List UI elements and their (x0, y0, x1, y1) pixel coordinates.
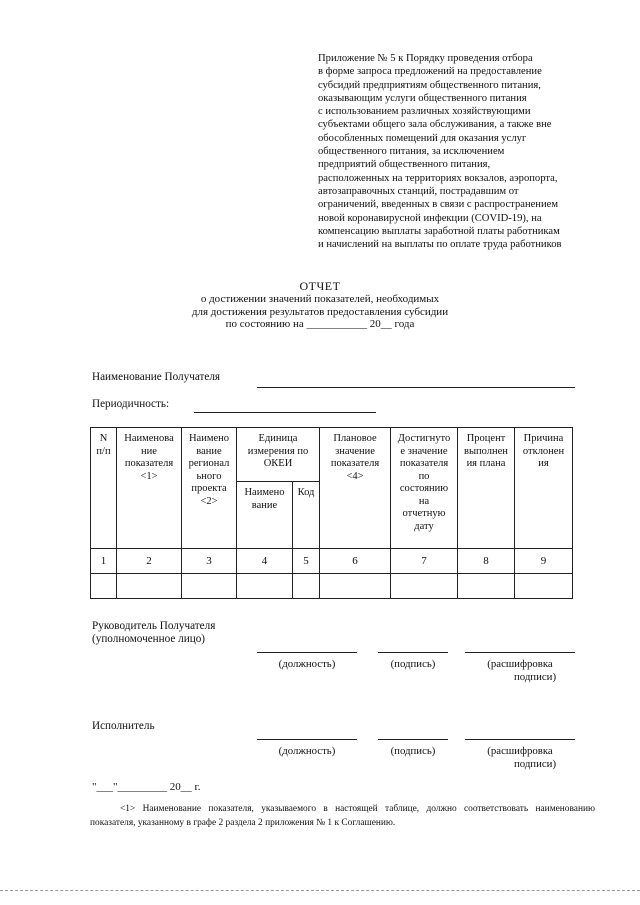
header-text-line: вание (196, 445, 222, 457)
header-text-line: Достигнуто (397, 433, 451, 444)
appendix-line: в форме запроса предложений на предоставление (318, 66, 542, 78)
header-deviation-reason (515, 428, 573, 549)
header-text-line: Наимено (188, 433, 230, 444)
date-line: "___"_________ 20__ г. (92, 781, 201, 793)
header-row-number (91, 428, 117, 549)
header-text-line: ОКЕИ (263, 458, 293, 469)
header-text (458, 428, 514, 471)
header-text-line: отклонен (522, 445, 565, 457)
header-text (237, 428, 319, 471)
report-subtitle-line-1: о достижении значений показателей, необходимых (200, 293, 440, 305)
header-text-line: отчетную (402, 508, 446, 519)
header-text-line: п/п (96, 445, 111, 457)
header-text-line: показателя (399, 458, 449, 469)
header-text-line: вание (251, 499, 278, 511)
header-text (515, 428, 572, 471)
column-number: 5 (293, 549, 320, 574)
header-text-line: значение (335, 445, 375, 457)
table-row (91, 574, 573, 599)
header-text-line: состоянию (399, 483, 449, 494)
header-unit-name (237, 482, 293, 549)
header-text-line: Единица (258, 433, 298, 444)
periodicity-blank-line (194, 412, 376, 413)
executor-position-caption: (должность) (278, 745, 336, 757)
table-cell (515, 574, 573, 599)
report-title-block (150, 279, 490, 331)
header-text (117, 428, 181, 483)
table-cell (320, 574, 391, 599)
header-text-line: по (418, 470, 430, 482)
head-signature-line (378, 652, 448, 653)
header-text-line: Наименова (124, 433, 174, 444)
header-text-line: измерения по (247, 445, 309, 457)
header-text-line: Плановое (333, 433, 377, 444)
column-number: 8 (458, 549, 515, 574)
header-text-line: ние (141, 445, 157, 457)
header-text-line: N (99, 433, 108, 444)
header-text-line: Причина (523, 433, 564, 444)
decoding-caption-line-1: (расшифровка (487, 745, 553, 757)
table-cell (391, 574, 458, 599)
header-text (91, 428, 116, 458)
executor-label: Исполнитель (92, 720, 155, 732)
header-text-line: <4> (346, 470, 364, 482)
appendix-line: автозаправочных станций, пострадавшим от (318, 185, 519, 197)
header-text-line: ьного (196, 470, 222, 482)
report-date-line: по состоянию на ___________ 20__ года (225, 318, 415, 330)
appendix-header (318, 52, 618, 251)
appendix-line: предприятий общественного питания, (318, 159, 491, 171)
appendix-line: субъектами общего зала обслуживания, а также вне (318, 119, 552, 131)
header-text-line: <1> (140, 470, 158, 482)
column-number: 4 (237, 549, 293, 574)
header-planned-value (320, 428, 391, 549)
appendix-line: новой коронавирусной инфекции (COVID-19), на (318, 212, 542, 224)
report-table (90, 427, 573, 599)
header-unit-okei (237, 428, 320, 482)
header-text-line: е значение (400, 445, 448, 457)
appendix-line: Приложение № 5 к Порядку проведения отбора (318, 53, 533, 64)
column-number: 7 (391, 549, 458, 574)
table-cell (293, 574, 320, 599)
appendix-line: с использованием различных хозяйствующими (318, 106, 531, 118)
appendix-line: расположенных на территориях вокзалов, аэропорта, (318, 172, 558, 184)
header-regional-project (182, 428, 237, 549)
column-number: 3 (182, 549, 237, 574)
footnote (90, 802, 595, 830)
header-text-line: ия плана (466, 458, 506, 469)
header-text (320, 428, 390, 483)
header-text (391, 428, 457, 533)
head-label-line-2: (уполномоченное лицо) (92, 633, 206, 645)
column-number-row (91, 549, 573, 574)
periodicity-label: Периодичность: (92, 398, 170, 410)
column-number: 6 (320, 549, 391, 574)
column-number: 9 (515, 549, 573, 574)
column-number: 2 (117, 549, 182, 574)
executor-decoding-line (465, 739, 575, 740)
table-cell (458, 574, 515, 599)
executor-signature-line (378, 739, 448, 740)
table-cell (182, 574, 237, 599)
header-text-line: регионал (188, 458, 230, 469)
header-text-line: ия (538, 458, 549, 469)
header-text-line: <2> (200, 495, 218, 507)
header-text (293, 482, 319, 500)
decoding-caption-line-2: подписи) (513, 671, 557, 683)
header-text-line: показателя (330, 458, 380, 469)
header-indicator-name (117, 428, 182, 549)
executor-position-line (257, 739, 357, 740)
appendix-line: субсидий предприятиям общественного питания, (318, 79, 541, 91)
appendix-line: обособленных помещений для оказания услуг (318, 132, 527, 144)
table-cell (91, 574, 117, 599)
recipient-label: Наименование Получателя (92, 371, 221, 383)
header-text-line: Код (297, 487, 315, 498)
header-text-line: на (418, 495, 430, 507)
header-text-line: Наимено (244, 487, 285, 498)
table-cell (237, 574, 293, 599)
appendix-line: и начислений на выплаты по оплате труда работников (318, 239, 562, 251)
head-label-line-1: Руководитель Получателя (92, 620, 216, 632)
decoding-caption-line-1: (расшифровка (487, 658, 553, 670)
decoding-caption-line-2: подписи) (513, 758, 557, 770)
appendix-line: ограничений, введенных в связи с распространением (318, 199, 559, 211)
footnote-marker: <1> (120, 804, 136, 814)
header-text (237, 482, 292, 512)
head-signature-caption: (подпись) (390, 658, 436, 670)
header-achieved-value (391, 428, 458, 549)
head-position-caption: (должность) (278, 658, 336, 670)
head-position-line (257, 652, 357, 653)
page-bottom-rule (0, 890, 640, 891)
column-number: 1 (91, 549, 117, 574)
executor-decoding-caption (465, 745, 575, 771)
header-completion-percent (458, 428, 515, 549)
header-text-line: Процент (466, 433, 506, 444)
header-text (182, 428, 236, 508)
report-title: ОТЧЕТ (299, 279, 341, 293)
header-text-line: показателя (124, 458, 174, 469)
executor-signature-caption: (подпись) (390, 745, 436, 757)
recipient-blank-line (257, 387, 575, 388)
appendix-line: компенсацию выплаты заработной платы работникам (318, 225, 560, 237)
table-cell (117, 574, 182, 599)
footnote-text: Наименование показателя, указываемого в настоящей таблице, должно соответствовать наименованию показателя, указанному в графе 2 раздела 2 приложения № 1 к Соглашению. (90, 804, 595, 828)
head-decoding-line (465, 652, 575, 653)
head-decoding-caption (465, 658, 575, 684)
report-subtitle-line-2: для достижения результатов предоставления субсидии (191, 305, 449, 318)
appendix-line: общественного питания, за исключением (318, 146, 505, 158)
header-text-line: проекта (191, 483, 227, 494)
header-text-line: дату (414, 520, 434, 532)
header-unit-code (293, 482, 320, 549)
appendix-line: оказывающим услуги общественного питания (318, 92, 527, 104)
header-text-line: выполнен (464, 445, 508, 457)
